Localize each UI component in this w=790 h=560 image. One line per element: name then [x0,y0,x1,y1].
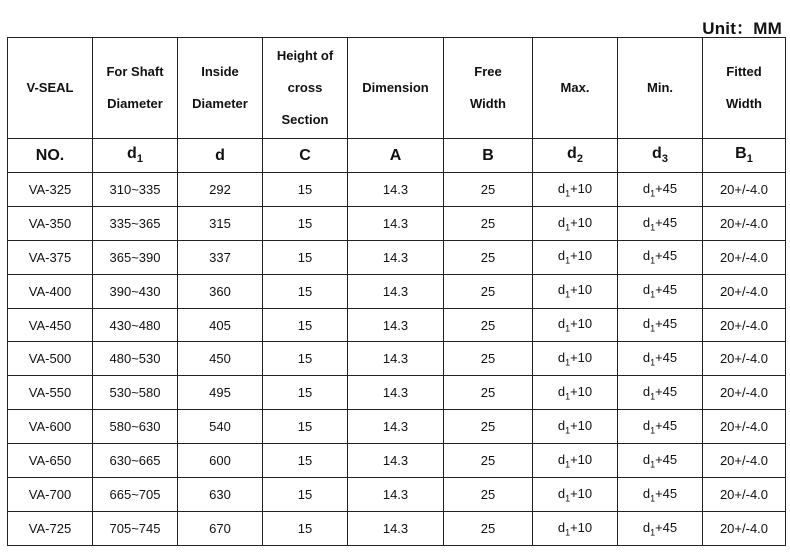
cell-inside: 540 [178,410,263,444]
cell-rest: +45 [655,282,678,298]
cell-shaft: 530~580 [93,376,178,410]
table-row [8,342,786,376]
cell-dimension: 14.3 [348,240,444,274]
cell-shaft: 630~665 [93,444,178,478]
cell-dimension: 14.3 [348,410,444,444]
cell-min [618,511,703,545]
cell-base: d [642,383,651,399]
cell-no: VA-500 [8,342,93,376]
cell-no: VA-650 [8,444,93,478]
cell-base: d [557,383,566,399]
cell-subscript: 1 [650,289,656,300]
cell-fitted: 20+/-4.0 [703,444,786,478]
symbol-text: d [215,146,225,164]
cell-dimension: 14.3 [348,478,444,512]
cell-height: 15 [263,478,348,512]
column-header-line: V-SEAL [26,80,74,95]
cell-height: 15 [263,342,348,376]
symbol-row [8,139,786,173]
symbol-text: B [735,145,747,163]
cell-shaft: 390~430 [93,274,178,308]
table-row [8,206,786,240]
column-header-shaft [93,38,178,139]
column-header-line: cross [287,80,323,95]
cell-min [618,240,703,274]
cell-free_width: 25 [444,376,533,410]
cell-inside: 292 [178,173,263,207]
cell-rest: +45 [655,350,678,366]
cell-min [618,410,703,444]
column-header-line: Diameter [192,96,248,111]
cell-free_width: 25 [444,274,533,308]
cell-shaft: 480~530 [93,342,178,376]
column-symbol-inside [178,139,263,173]
cell-no: VA-450 [8,308,93,342]
cell-base: d [557,417,566,433]
cell-fitted: 20+/-4.0 [703,410,786,444]
cell-rest: +10 [570,248,593,264]
cell-base: d [557,316,566,332]
cell-shaft: 365~390 [93,240,178,274]
cell-height: 15 [263,511,348,545]
cell-subscript: 1 [650,188,656,199]
column-symbol-fitted [703,139,786,173]
column-header-no [8,38,93,139]
cell-max [533,511,618,545]
column-header-line: For Shaft [106,64,164,79]
column-symbol-min [618,139,703,173]
cell-fitted: 20+/-4.0 [703,376,786,410]
cell-base: d [642,248,651,264]
cell-no: VA-400 [8,274,93,308]
cell-rest: +10 [570,519,593,535]
cell-subscript: 1 [650,256,656,267]
cell-min [618,274,703,308]
cell-height: 15 [263,376,348,410]
header-row [8,38,786,139]
cell-rest: +10 [570,316,593,332]
cell-subscript: 1 [650,222,656,233]
cell-rest: +10 [570,485,593,501]
column-header-line: Inside [201,64,239,79]
cell-dimension: 14.3 [348,376,444,410]
cell-shaft: 705~745 [93,511,178,545]
cell-min [618,308,703,342]
cell-max [533,376,618,410]
cell-subscript: 1 [650,425,656,436]
cell-rest: +10 [570,417,593,433]
cell-no: VA-725 [8,511,93,545]
cell-no: VA-350 [8,206,93,240]
column-header-line: Free [474,64,502,79]
cell-max [533,274,618,308]
table-row [8,478,786,512]
cell-height: 15 [263,274,348,308]
cell-max [533,410,618,444]
cell-dimension: 14.3 [348,308,444,342]
cell-inside: 405 [178,308,263,342]
cell-subscript: 1 [565,256,571,267]
column-header-max [533,38,618,139]
cell-max [533,173,618,207]
cell-subscript: 1 [650,357,656,368]
cell-fitted: 20+/-4.0 [703,240,786,274]
cell-dimension: 14.3 [348,511,444,545]
v-seal-spec-table [7,37,786,546]
table-row [8,376,786,410]
column-header-line: Height of [276,48,334,63]
cell-rest: +10 [570,350,593,366]
column-header-line: Fitted [726,64,762,79]
cell-inside: 360 [178,274,263,308]
cell-inside: 670 [178,511,263,545]
cell-fitted: 20+/-4.0 [703,206,786,240]
cell-base: d [642,485,651,501]
table-row [8,511,786,545]
cell-subscript: 1 [565,222,571,233]
symbol-text: NO. [35,146,65,164]
column-header-min [618,38,703,139]
column-header-height [263,38,348,139]
cell-base: d [642,417,651,433]
cell-inside: 630 [178,478,263,512]
cell-min [618,206,703,240]
cell-no: VA-600 [8,410,93,444]
cell-rest: +45 [655,248,678,264]
cell-base: d [642,180,651,196]
cell-height: 15 [263,444,348,478]
cell-dimension: 14.3 [348,342,444,376]
cell-min [618,478,703,512]
cell-subscript: 1 [565,527,571,538]
cell-base: d [557,350,566,366]
cell-height: 15 [263,206,348,240]
cell-max [533,342,618,376]
column-symbol-free_width [444,139,533,173]
column-header-line: Width [470,96,506,111]
column-header-line: Diameter [107,96,163,111]
cell-rest: +45 [655,383,678,399]
cell-no: VA-550 [8,376,93,410]
cell-subscript: 1 [565,493,571,504]
cell-free_width: 25 [444,478,533,512]
cell-subscript: 1 [565,357,571,368]
cell-free_width: 25 [444,240,533,274]
cell-rest: +45 [655,519,678,535]
cell-base: d [642,282,651,298]
symbol-text: A [389,146,402,164]
column-header-fitted [703,38,786,139]
cell-inside: 600 [178,444,263,478]
cell-max [533,444,618,478]
cell-subscript: 1 [565,289,571,300]
cell-rest: +10 [570,451,593,467]
cell-no: VA-700 [8,478,93,512]
cell-fitted: 20+/-4.0 [703,173,786,207]
cell-height: 15 [263,308,348,342]
cell-base: d [557,248,566,264]
cell-base: d [642,451,651,467]
cell-fitted: 20+/-4.0 [703,308,786,342]
table-body [8,173,786,546]
column-header-free_width [444,38,533,139]
cell-subscript: 1 [565,188,571,199]
cell-shaft: 335~365 [93,206,178,240]
cell-base: d [642,316,651,332]
cell-free_width: 25 [444,173,533,207]
cell-rest: +10 [570,383,593,399]
table-row [8,173,786,207]
cell-min [618,342,703,376]
cell-shaft: 430~480 [93,308,178,342]
cell-fitted: 20+/-4.0 [703,274,786,308]
cell-height: 15 [263,173,348,207]
cell-free_width: 25 [444,206,533,240]
table-row [8,308,786,342]
cell-inside: 495 [178,376,263,410]
cell-min [618,376,703,410]
cell-base: d [557,485,566,501]
column-symbol-height [263,139,348,173]
cell-base: d [557,451,566,467]
cell-free_width: 25 [444,308,533,342]
column-header-inside [178,38,263,139]
table-row [8,240,786,274]
cell-min [618,173,703,207]
cell-base: d [557,180,566,196]
table-row [8,410,786,444]
cell-min [618,444,703,478]
cell-max [533,240,618,274]
cell-subscript: 1 [565,391,571,402]
cell-subscript: 1 [565,323,571,334]
cell-fitted: 20+/-4.0 [703,342,786,376]
cell-dimension: 14.3 [348,206,444,240]
cell-subscript: 1 [650,527,656,538]
cell-no: VA-375 [8,240,93,274]
cell-free_width: 25 [444,444,533,478]
symbol-subscript: 1 [746,153,753,166]
column-header-line: Max. [560,80,590,95]
symbol-subscript: 1 [136,153,143,166]
cell-rest: +10 [570,214,593,230]
cell-height: 15 [263,410,348,444]
cell-rest: +10 [570,180,593,196]
column-header-dimension [348,38,444,139]
cell-free_width: 25 [444,410,533,444]
cell-max [533,308,618,342]
cell-base: d [557,519,566,535]
cell-shaft: 580~630 [93,410,178,444]
column-symbol-max [533,139,618,173]
cell-subscript: 1 [565,425,571,436]
cell-subscript: 1 [650,493,656,504]
column-header-line: Dimension [362,80,429,95]
cell-rest: +45 [655,316,678,332]
symbol-text: B [482,146,494,164]
cell-base: d [642,214,651,230]
cell-rest: +45 [655,214,678,230]
cell-dimension: 14.3 [348,274,444,308]
cell-base: d [642,519,651,535]
cell-subscript: 1 [565,459,571,470]
cell-max [533,206,618,240]
column-header-line: Section [281,112,329,127]
symbol-text: d [127,145,137,163]
cell-rest: +10 [570,282,593,298]
column-header-line: Min. [647,80,673,95]
symbol-text: d [652,145,662,163]
cell-rest: +45 [655,180,678,196]
cell-shaft: 310~335 [93,173,178,207]
cell-base: d [557,214,566,230]
cell-free_width: 25 [444,342,533,376]
cell-fitted: 20+/-4.0 [703,511,786,545]
cell-free_width: 25 [444,511,533,545]
cell-height: 15 [263,240,348,274]
unit-label: Unit：MM [702,19,782,38]
column-symbol-shaft [93,139,178,173]
symbol-subscript: 3 [661,153,668,166]
cell-rest: +45 [655,451,678,467]
cell-subscript: 1 [650,391,656,402]
cell-max [533,478,618,512]
cell-rest: +45 [655,417,678,433]
cell-dimension: 14.3 [348,444,444,478]
symbol-text: d [567,145,577,163]
cell-shaft: 665~705 [93,478,178,512]
table-row [8,444,786,478]
column-header-line: Width [726,96,762,111]
cell-no: VA-325 [8,173,93,207]
cell-fitted: 20+/-4.0 [703,478,786,512]
cell-subscript: 1 [650,323,656,334]
cell-inside: 315 [178,206,263,240]
column-symbol-dimension [348,139,444,173]
cell-base: d [557,282,566,298]
table-row [8,274,786,308]
cell-inside: 337 [178,240,263,274]
column-symbol-no [8,139,93,173]
symbol-text: C [299,146,311,164]
cell-inside: 450 [178,342,263,376]
cell-dimension: 14.3 [348,173,444,207]
cell-subscript: 1 [650,459,656,470]
symbol-subscript: 2 [576,153,583,166]
cell-rest: +45 [655,485,678,501]
cell-base: d [642,350,651,366]
